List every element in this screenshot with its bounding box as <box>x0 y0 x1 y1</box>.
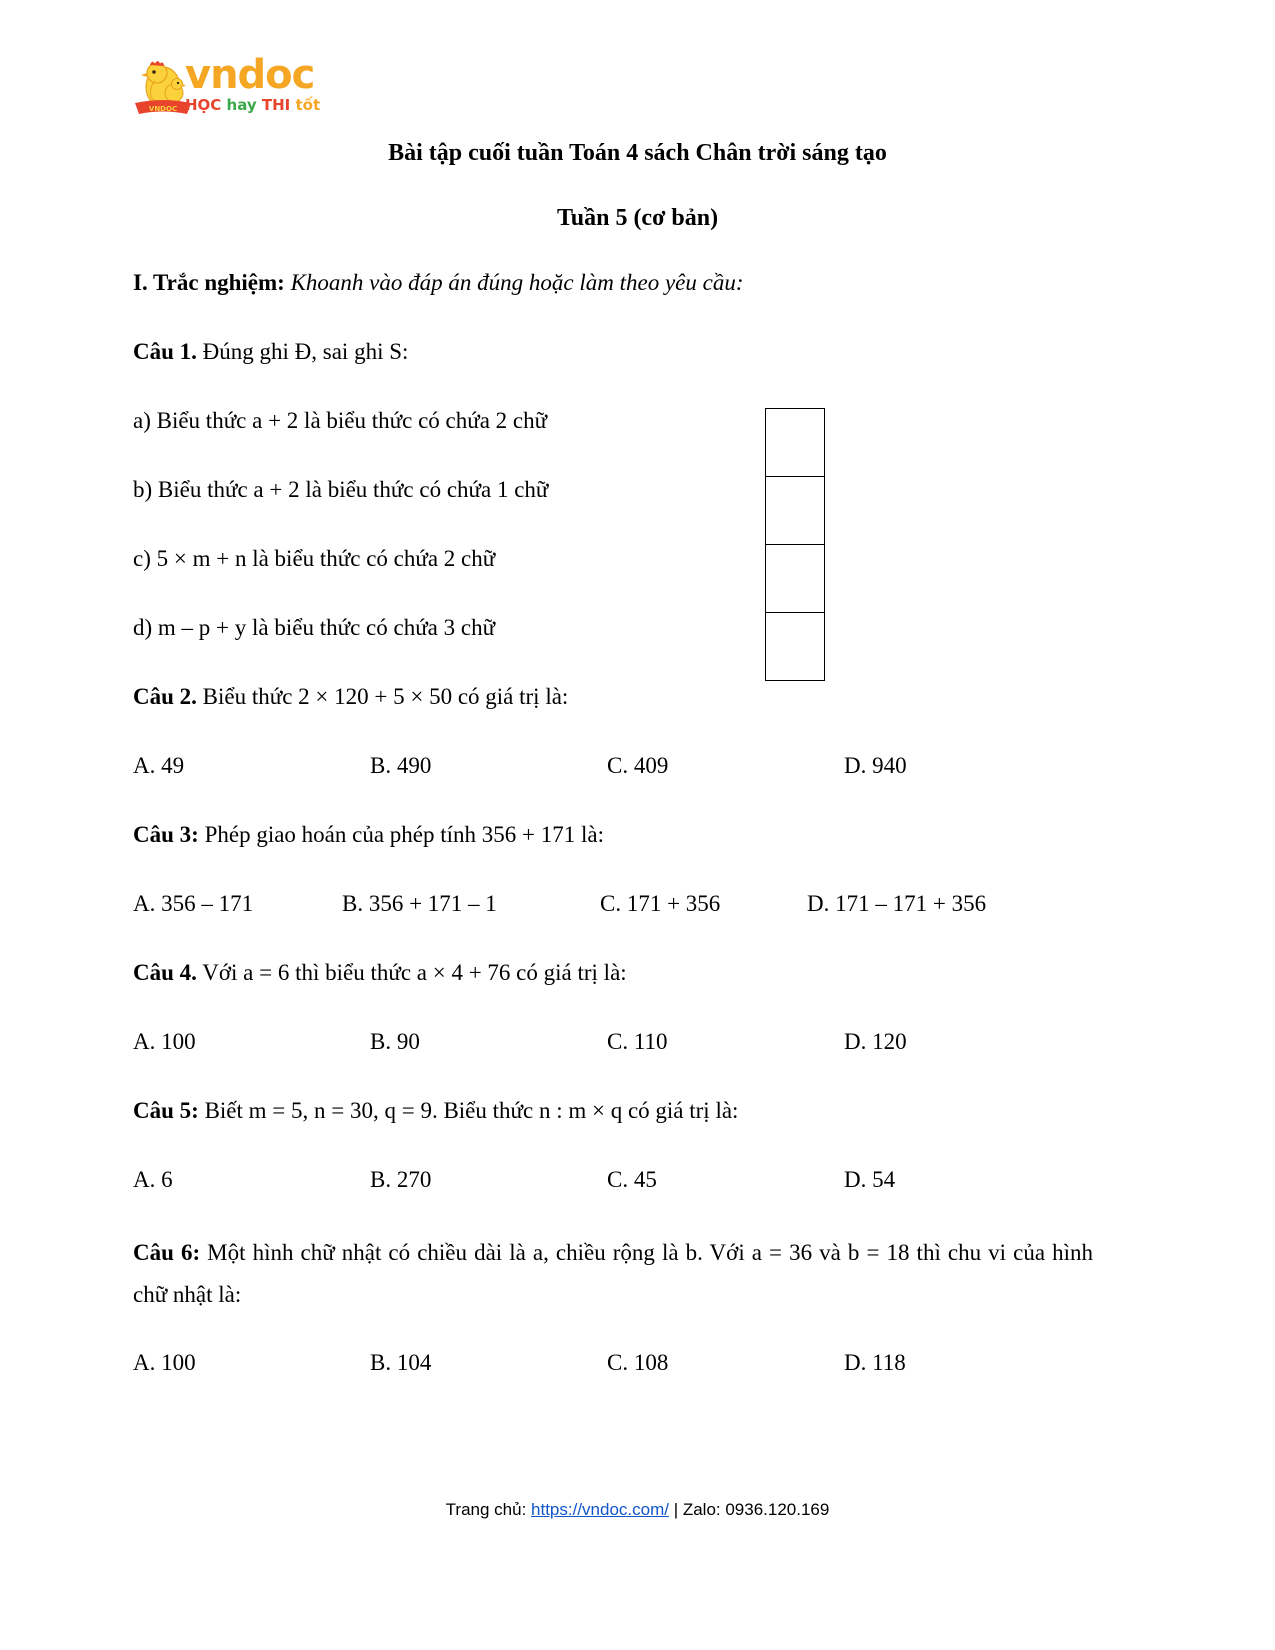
question-5-prompt <box>133 1094 1093 1128</box>
q4-option-c[interactable]: C. 110 <box>607 1029 668 1054</box>
question-4-text: Với a = 6 thì biểu thức a × 4 + 76 có giá trị là: <box>196 960 627 985</box>
question-3-prompt <box>133 818 1093 852</box>
q3-option-d[interactable]: D. 171 – 171 + 356 <box>807 891 987 916</box>
section-instruction: Khoanh vào đáp án đúng hoặc làm theo yêu cầu: <box>284 270 744 295</box>
question-5-number: Câu 5: <box>133 1098 199 1123</box>
q4-option-b[interactable]: B. 90 <box>370 1029 420 1054</box>
q3-option-c[interactable]: C. 171 + 356 <box>600 891 721 916</box>
question-2-prompt <box>133 680 1093 714</box>
question-6-number: Câu 6: <box>133 1240 201 1265</box>
question-1-item-a: a) Biểu thức a + 2 là biểu thức có chứa 2 chữ <box>133 408 548 433</box>
footer-prefix: Trang chủ: <box>445 1500 532 1519</box>
question-6-options <box>133 1346 1093 1380</box>
q2-option-a[interactable]: A. 49 <box>133 753 185 778</box>
tagline-hay: hay <box>221 96 262 114</box>
logo-text <box>185 52 435 114</box>
question-5-text: Biết m = 5, n = 30, q = 9. Biểu thức n : m × q có giá trị là: <box>198 1098 739 1123</box>
question-1-number: Câu 1. <box>133 339 197 364</box>
q3-option-a[interactable]: A. 356 – 171 <box>133 891 254 916</box>
q5-option-c[interactable]: C. 45 <box>607 1167 657 1192</box>
question-3-options <box>133 887 1093 921</box>
question-1-item-c: c) 5 × m + n là biểu thức có chứa 2 chữ <box>133 546 496 571</box>
section-label: I. Trắc nghiệm: <box>133 270 285 295</box>
svg-text:VNDOC: VNDOC <box>148 105 178 113</box>
chicken-mascot-icon <box>133 57 193 119</box>
q5-option-a[interactable]: A. 6 <box>133 1167 173 1192</box>
q2-option-b[interactable]: B. 490 <box>370 753 432 778</box>
question-1-item-d: d) m – p + y là biểu thức có chứa 3 chữ <box>133 615 496 640</box>
q5-option-d[interactable]: D. 54 <box>844 1167 896 1192</box>
question-2-number: Câu 2. <box>133 684 197 709</box>
question-3-number: Câu 3: <box>133 822 199 847</box>
question-4-options <box>133 1025 1093 1059</box>
q6-option-c[interactable]: C. 108 <box>607 1350 669 1375</box>
tagline-hoc: HỌC <box>185 96 222 114</box>
logo-tagline <box>185 96 435 114</box>
vndoc-logo[interactable] <box>133 52 433 119</box>
question-3-text: Phép giao hoán của phép tính 356 + 171 là: <box>198 822 604 847</box>
question-4-number: Câu 4. <box>133 960 197 985</box>
document-body <box>133 266 1093 1415</box>
page-title: Bài tập cuối tuần Toán 4 sách Chân trời sáng tạo <box>388 140 887 166</box>
q4-option-d[interactable]: D. 120 <box>844 1029 907 1054</box>
q3-option-b[interactable]: B. 356 + 171 – 1 <box>342 891 497 916</box>
tagline-thi: THI <box>261 96 291 114</box>
q6-option-a[interactable]: A. 100 <box>133 1350 196 1375</box>
question-1-text: Đúng ghi Đ, sai ghi S: <box>196 339 409 364</box>
tagline-tot: tốt <box>290 96 321 114</box>
q4-option-a[interactable]: A. 100 <box>133 1029 196 1054</box>
page-footer <box>0 1500 1275 1520</box>
q5-option-b[interactable]: B. 270 <box>370 1167 432 1192</box>
q6-option-b[interactable]: B. 104 <box>370 1350 432 1375</box>
question-5-options <box>133 1163 1093 1197</box>
question-2-text: Biểu thức 2 × 120 + 5 × 50 có giá trị là: <box>196 684 569 709</box>
page-subtitle: Tuần 5 (cơ bản) <box>556 205 719 231</box>
question-6-prompt <box>133 1232 1093 1316</box>
question-1-item-b: b) Biểu thức a + 2 là biểu thức có chứa 1 chữ <box>133 477 549 502</box>
section-heading <box>133 266 1093 300</box>
footer-website-link[interactable]: https://vndoc.com/ <box>531 1500 669 1519</box>
logo-wordmark: vndoc <box>185 52 315 98</box>
q6-option-d[interactable]: D. 118 <box>844 1350 906 1375</box>
question-2-options <box>133 749 1093 783</box>
footer-suffix: | Zalo: 0936.120.169 <box>668 1500 830 1519</box>
question-1-prompt <box>133 335 1093 369</box>
question-6-text: Một hình chữ nhật có chiều dài là a, chiều rộng là b. Với a = 36 và b = 18 thì chu vi của hình chữ nhật là: <box>133 1240 1093 1307</box>
question-4-prompt <box>133 956 1093 990</box>
q2-option-c[interactable]: C. 409 <box>607 753 669 778</box>
q2-option-d[interactable]: D. 940 <box>844 753 907 778</box>
